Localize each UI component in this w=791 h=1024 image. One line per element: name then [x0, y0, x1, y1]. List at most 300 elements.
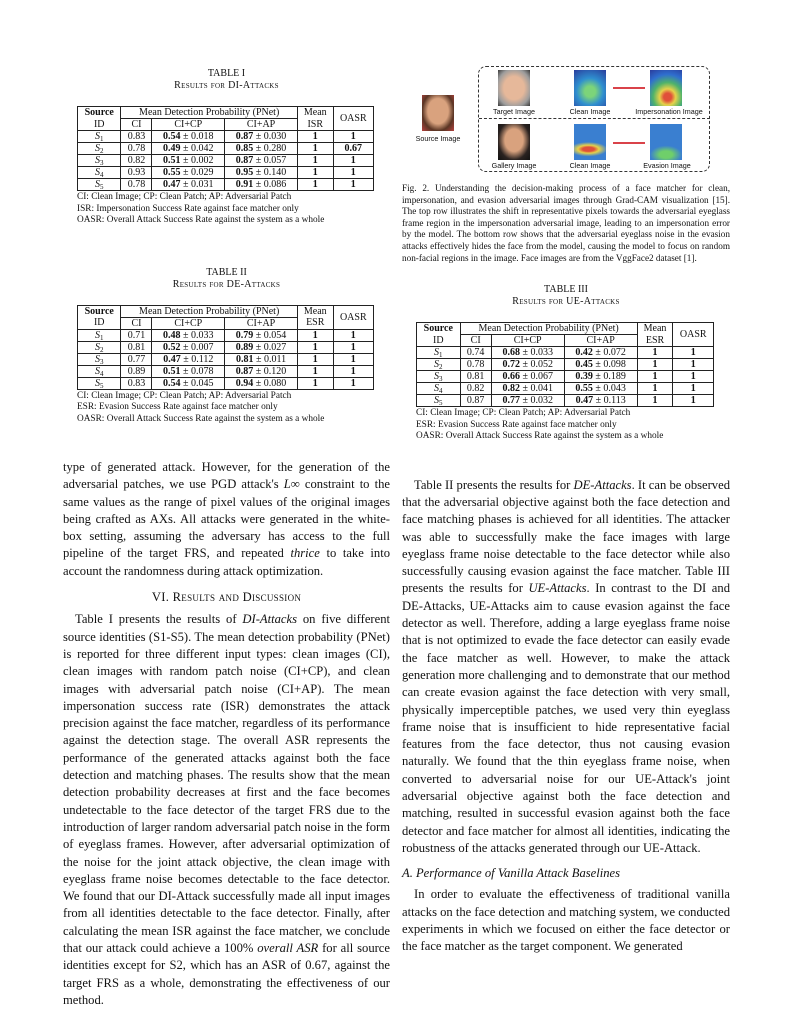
text: to take into account the randomness during attack optimization. — [63, 546, 390, 578]
pm-sign: ± — [592, 359, 604, 371]
cicp-mean: 0.47 — [163, 179, 181, 190]
paragraph — [402, 477, 730, 858]
table-note: CI: Clean Image; CP: Clean Patch; AP: Adversarial Patch — [77, 192, 292, 202]
ciap-std: 0.054 — [263, 329, 287, 341]
table-row — [78, 353, 374, 365]
source-id — [417, 347, 461, 359]
cicp-value — [152, 377, 225, 389]
pm-sign: ± — [253, 167, 264, 178]
source-letter: S — [434, 395, 440, 407]
ci-value: 0.74 — [460, 347, 491, 359]
pm-sign: ± — [180, 143, 192, 154]
header-oasr: OASR — [333, 107, 373, 131]
cicp-std: 0.032 — [530, 395, 553, 407]
table-note: OASR: Overall Attack Success Rate against the system as a whole — [77, 215, 325, 225]
mean-rate: 1 — [297, 353, 333, 365]
source-index: 4 — [439, 387, 443, 396]
pm-sign: ± — [519, 359, 531, 371]
header-ci-cp: CI+CP — [152, 317, 225, 329]
ciap-std: 0.098 — [603, 359, 626, 371]
text-italic: overall ASR — [257, 941, 319, 956]
ciap-value — [564, 359, 637, 371]
pm-sign: ± — [592, 371, 604, 383]
subsection-heading: A. Performance of Vanilla Attack Baselines — [402, 866, 621, 881]
header-ci: CI — [121, 119, 152, 131]
ciap-std: 0.120 — [263, 365, 287, 377]
table3 — [416, 322, 714, 407]
cicp-std: 0.018 — [191, 131, 214, 142]
ciap-mean: 0.89 — [235, 341, 254, 353]
header-row — [417, 335, 714, 347]
ciap-mean: 0.91 — [235, 179, 254, 190]
table3-subtitle: Results for UE-Attacks — [512, 296, 620, 308]
mean-rate: 1 — [297, 143, 333, 155]
pm-sign: ± — [253, 353, 264, 365]
cicp-value — [152, 329, 225, 341]
source-index: 2 — [99, 147, 104, 155]
ciap-value — [564, 347, 637, 359]
left-column — [63, 459, 390, 1009]
oasr-value: 1 — [673, 395, 714, 407]
ciap-value — [564, 383, 637, 395]
table1 — [77, 106, 374, 191]
pm-sign: ± — [180, 353, 192, 365]
text-italic: UE-Attacks — [528, 581, 587, 596]
pm-sign: ± — [592, 383, 604, 395]
source-letter: S — [94, 377, 100, 389]
ciap-mean: 0.95 — [235, 167, 254, 178]
ci-value: 0.71 — [121, 329, 152, 341]
cicp-value — [491, 383, 564, 395]
ciap-value — [225, 131, 298, 143]
ci-value: 0.87 — [460, 395, 491, 407]
ciap-mean: 0.47 — [575, 395, 594, 407]
table-row — [78, 155, 374, 167]
header-row — [417, 323, 714, 335]
ci-value: 0.77 — [121, 353, 152, 365]
table-row — [78, 365, 374, 377]
text: type of generated attack. However, for the generation of the adversarial patches, we use PGD attack's — [63, 460, 390, 492]
table1-title: TABLE I — [207, 68, 246, 79]
header-ci-cp: CI+CP — [491, 335, 564, 347]
ciap-std: 0.057 — [263, 155, 287, 166]
header-oasr: OASR — [673, 323, 714, 347]
cicp-mean: 0.52 — [163, 341, 181, 353]
source-id — [417, 359, 461, 371]
mean-rate: 1 — [297, 131, 333, 143]
section-heading: VI. Results and Discussion — [151, 590, 302, 605]
source-letter: S — [94, 353, 100, 365]
header-group: Mean Detection Probability (PNet) — [121, 305, 297, 317]
ciap-std: 0.086 — [263, 179, 287, 190]
pm-sign: ± — [180, 131, 192, 142]
table-row — [78, 131, 374, 143]
ciap-mean: 0.39 — [575, 371, 593, 383]
header-mean-metric: ISR — [297, 119, 333, 131]
ciap-std: 0.011 — [263, 353, 287, 365]
ci-value: 0.78 — [121, 179, 152, 191]
source-image — [422, 95, 454, 131]
header-ci-ap: CI+AP — [225, 119, 298, 131]
header-row — [78, 317, 374, 329]
table-note: ISR: Impersonation Success Rate against face matcher only — [77, 203, 299, 214]
table1-notes — [77, 192, 390, 227]
ciap-std: 0.140 — [263, 167, 287, 178]
source-index: 4 — [99, 369, 104, 378]
table-note: CI: Clean Image; CP: Clean Patch; AP: Adversarial Patch — [416, 408, 631, 419]
header-mean: Mean — [297, 305, 333, 317]
paragraph: In order to evaluate the effectiveness of traditional vanilla attacks on the face detection and matching system, we conducted experiments in which we focused on either the face detector or the face matcher as the target component. We generated — [402, 887, 731, 954]
header-group: Mean Detection Probability (PNet) — [460, 323, 637, 335]
header-mean-metric: ESR — [297, 317, 333, 329]
oasr-value: 1 — [333, 131, 373, 143]
pm-sign: ± — [180, 167, 192, 178]
source-index: 1 — [99, 333, 104, 342]
ci-value: 0.81 — [460, 371, 491, 383]
table1-title-block — [63, 68, 390, 92]
ciap-std: 0.280 — [263, 143, 287, 154]
cicp-value — [152, 179, 225, 191]
ciap-value — [225, 353, 298, 365]
mean-rate: 1 — [637, 347, 673, 359]
mean-rate: 1 — [297, 365, 333, 377]
source-index: 4 — [99, 171, 104, 179]
row-divider — [479, 118, 710, 119]
cicp-value — [152, 143, 225, 155]
oasr-value: 1 — [333, 341, 373, 353]
table-row — [78, 341, 374, 353]
table-row — [78, 329, 374, 341]
cicp-std: 0.029 — [191, 167, 214, 178]
cicp-std: 0.042 — [191, 143, 214, 154]
header-id: ID — [78, 317, 121, 329]
pm-sign: ± — [253, 329, 264, 341]
ciap-std: 0.043 — [603, 383, 626, 395]
ciap-mean: 0.87 — [235, 155, 254, 166]
ciap-value — [225, 143, 298, 155]
source-index: 3 — [99, 159, 104, 167]
text: on five different source identities (S1-S5). The mean detection probability (PNet) is reported for three different input types: clean images (CI), clean images with random patch noise (CI+CP), and clean images with adversarial patch noise (CI+AP). The mean impersonation success rate (ISR) demonstrates the attack precision against the face matcher, regardless of its performance against the detection stage. The overall ASR represents the performance of the generated attacks against both the face detection and matching phases. The results show that the mean detection probability decreases at first and the face becomes undetectable to the face detector of the target FRS due to the introduction of larger random adversarial patch noise in the form of eyeglass frames. However, after adversarial optimization of the noise for the joint attack objective, the clean image with eyeglass frame noise becomes detectable to the face detector. We found that our DI-Attack successfully made all input images from all identities detectable to the face detector. Finally, after calculating the mean ISR against the face matcher, we conclude that our attack could achieve a 100% — [63, 612, 390, 956]
source-index: 5 — [99, 381, 104, 390]
table2-title: TABLE II — [206, 266, 247, 278]
table-note: OASR: Overall Attack Success Rate against the system as a whole — [77, 413, 325, 424]
clean-image-label-top: Clean Image — [569, 107, 611, 116]
table-row — [417, 383, 714, 395]
pm-sign: ± — [592, 347, 604, 359]
pm-sign: ± — [519, 383, 531, 395]
target-image-label: Target Image — [493, 107, 535, 116]
cicp-value — [152, 167, 225, 179]
mean-rate: 1 — [297, 329, 333, 341]
cicp-mean: 0.51 — [163, 365, 181, 377]
source-image-label: Source Image — [415, 134, 461, 143]
ciap-mean: 0.87 — [235, 131, 254, 142]
cicp-mean: 0.48 — [163, 329, 181, 341]
cicp-value — [152, 155, 225, 167]
oasr-value: 0.67 — [333, 143, 373, 155]
right-column-flow — [402, 66, 730, 956]
table-row — [78, 377, 374, 389]
text: for all source identities except for S2, which has an ASR of 0.67, against the target FRS as a whole, demonstrating the effectiveness of our method. — [63, 941, 390, 1007]
oasr-value: 1 — [673, 383, 714, 395]
source-letter: S — [434, 347, 440, 359]
ci-value: 0.83 — [121, 377, 152, 389]
cicp-mean: 0.68 — [502, 347, 520, 359]
cicp-std: 0.007 — [191, 341, 214, 353]
source-letter: S — [434, 359, 440, 371]
oasr-value: 1 — [333, 167, 373, 179]
pm-sign: ± — [253, 377, 264, 389]
cicp-std: 0.033 — [191, 329, 214, 341]
ciap-std: 0.072 — [603, 347, 626, 359]
mean-rate: 1 — [297, 377, 333, 389]
double-arrow-icon-top — [613, 87, 645, 89]
ciap-std: 0.030 — [263, 131, 287, 142]
text: . In contrast to the DI and DE-Attacks, UE-Attacks aim to cause evasion against the face detector as well. Therefore, adding a large eyeglass frame noise that is not optimized to evade the face detector can easily evade the face matcher as well. However, to make the attack generation more challenging and to demonstrate that our method can create evasion against the face detection with very small, physically imperceptible patches, we used very thin eyeglass frame noise that is insufficient to hide representative facial features from the face detector, thus not causing evasion naturally. We found that the thin eyeglass frame noise, when converted to adversarial noise for our UE-Attack's joint adversarial objective against both the face detection and matching, resulted in successful evasion against both the face detector and face matcher for almost all identities, indicating the robustness of the attacks generated through our UE-Attack. — [402, 581, 730, 855]
ciap-std: 0.027 — [263, 341, 287, 353]
header-row — [78, 119, 374, 131]
pm-sign: ± — [253, 131, 264, 142]
table-row — [78, 143, 374, 155]
cicp-value — [152, 341, 225, 353]
text: Table I presents the results of — [75, 612, 243, 627]
source-id — [78, 167, 121, 179]
source-id — [78, 377, 121, 389]
table3-notes — [416, 408, 730, 443]
ciap-mean: 0.85 — [235, 143, 254, 154]
table-row — [78, 179, 374, 191]
source-letter: S — [94, 341, 100, 353]
table-row — [417, 359, 714, 371]
header-id: ID — [417, 335, 461, 347]
pm-sign: ± — [180, 341, 192, 353]
ci-value: 0.81 — [121, 341, 152, 353]
source-id — [78, 179, 121, 191]
header-ci-ap: CI+AP — [564, 335, 637, 347]
source-letter: S — [94, 131, 100, 142]
mean-rate: 1 — [297, 167, 333, 179]
ciap-value — [564, 371, 637, 383]
mean-rate: 1 — [297, 179, 333, 191]
table-row — [417, 395, 714, 407]
cicp-mean: 0.77 — [502, 395, 520, 407]
oasr-value: 1 — [673, 371, 714, 383]
table-note: ESR: Evasion Success Rate against face matcher only — [77, 402, 278, 412]
impersonation-image-heatmap — [650, 70, 682, 106]
ci-value: 0.78 — [121, 143, 152, 155]
cicp-mean: 0.54 — [163, 131, 181, 142]
cicp-value — [491, 395, 564, 407]
pm-sign: ± — [253, 143, 264, 154]
cicp-std: 0.112 — [191, 353, 214, 365]
pm-sign: ± — [253, 341, 264, 353]
table-note: CI: Clean Image; CP: Clean Patch; AP: Adversarial Patch — [77, 390, 292, 401]
cicp-value — [152, 365, 225, 377]
ci-value: 0.78 — [460, 359, 491, 371]
gallery-image — [498, 124, 530, 160]
source-letter: S — [94, 179, 100, 190]
text-italic: DI-Attacks — [242, 612, 297, 627]
ciap-value — [564, 395, 637, 407]
pm-sign: ± — [180, 329, 192, 341]
ciap-value — [225, 155, 298, 167]
text-italic: thrice — [290, 546, 320, 561]
header-mean-metric: ESR — [637, 335, 673, 347]
cicp-value — [152, 353, 225, 365]
cicp-mean: 0.54 — [163, 377, 181, 389]
pm-sign: ± — [180, 179, 192, 190]
pm-sign: ± — [519, 395, 531, 407]
source-index: 1 — [99, 135, 104, 143]
pm-sign: ± — [253, 155, 264, 166]
source-letter: S — [94, 365, 100, 377]
source-index: 5 — [439, 399, 443, 408]
ciap-mean: 0.87 — [235, 365, 254, 377]
cicp-std: 0.002 — [191, 155, 214, 166]
ciap-mean: 0.81 — [235, 353, 254, 365]
pm-sign: ± — [253, 365, 264, 377]
pm-sign: ± — [180, 155, 192, 166]
source-id — [417, 383, 461, 395]
mean-rate: 1 — [637, 359, 673, 371]
source-id — [78, 329, 121, 341]
source-index: 5 — [99, 183, 104, 191]
header-row — [78, 107, 374, 119]
cicp-std: 0.078 — [191, 365, 214, 377]
header-ci-cp: CI+CP — [152, 119, 225, 131]
oasr-value: 1 — [673, 359, 714, 371]
ciap-std: 0.113 — [603, 395, 626, 407]
ciap-std: 0.189 — [603, 371, 626, 383]
pm-sign: ± — [180, 377, 192, 389]
source-id — [78, 131, 121, 143]
right-column — [402, 477, 730, 956]
table3-title-block — [402, 284, 730, 308]
cicp-std: 0.041 — [530, 383, 553, 395]
source-id — [78, 341, 121, 353]
header-source: Source — [78, 305, 121, 317]
header-mean: Mean — [297, 107, 333, 119]
cicp-std: 0.067 — [530, 371, 553, 383]
source-id — [78, 143, 121, 155]
table2-title-block — [63, 267, 390, 291]
source-letter: S — [94, 167, 100, 178]
evasion-image-label: Evasion Image — [643, 161, 691, 170]
ciap-mean: 0.45 — [575, 359, 593, 371]
source-id — [417, 395, 461, 407]
ci-value: 0.82 — [121, 155, 152, 167]
oasr-value: 1 — [333, 377, 373, 389]
ci-value: 0.82 — [460, 383, 491, 395]
pm-sign: ± — [519, 347, 531, 359]
figure-2 — [402, 66, 730, 176]
source-index: 1 — [439, 351, 443, 360]
oasr-value: 1 — [673, 347, 714, 359]
header-ci: CI — [460, 335, 491, 347]
source-id — [78, 155, 121, 167]
header-ci: CI — [121, 317, 152, 329]
double-arrow-icon-bottom — [613, 142, 645, 144]
text: constraint to the same values as the range of pixel values of the original images being crafted as AXs. All attacks were generated in the white-box setting, assuming the adversary has access to the full pipeline of the target FRS, and repeated — [63, 477, 390, 561]
ci-value: 0.89 — [121, 365, 152, 377]
table-note: OASR: Overall Attack Success Rate against the system as a whole — [416, 431, 664, 442]
pm-sign: ± — [593, 395, 604, 407]
table-note: ESR: Evasion Success Rate against face matcher only — [416, 419, 617, 430]
mean-rate: 1 — [297, 155, 333, 167]
clean-image-heatmap-top — [574, 70, 606, 106]
header-mean: Mean — [637, 323, 673, 335]
source-index: 3 — [439, 375, 443, 384]
pm-sign: ± — [180, 365, 192, 377]
oasr-value: 1 — [333, 179, 373, 191]
pm-sign: ± — [253, 179, 264, 190]
figure-2-caption: Fig. 2. Understanding the decision-making process of a face matcher for clean, impersonation, and evasion adversarial images through Grad-CAM visualization [15]. The top row illustrates the shift in representative pixels towards the adversarial eyeglass frame region in the impersonation adversarial image, leading to an impersonation error by the model. The bottom row shows that the adversarial eyeglass noise in the evasion attacks effectively hides the face from the model, causing the model to focus on random non-facial regions in the image. Face images are from the VggFace2 dataset [1]. — [402, 183, 730, 263]
pm-sign: ± — [519, 371, 531, 383]
source-letter: S — [94, 143, 100, 154]
cicp-mean: 0.66 — [502, 371, 520, 383]
impersonation-image-label: Impersonation Image — [635, 107, 703, 116]
ciap-value — [225, 329, 298, 341]
cicp-std: 0.045 — [191, 377, 214, 389]
source-letter: S — [94, 155, 100, 166]
ciap-mean: 0.55 — [575, 383, 593, 395]
source-index: 2 — [439, 363, 443, 372]
oasr-value: 1 — [333, 329, 373, 341]
cicp-mean: 0.47 — [163, 353, 181, 365]
table-row — [78, 167, 374, 179]
ciap-value — [225, 365, 298, 377]
text-italic: DE-Attacks — [573, 477, 632, 492]
ciap-value — [225, 179, 298, 191]
cicp-value — [491, 371, 564, 383]
table2 — [77, 305, 374, 390]
cicp-mean: 0.82 — [502, 383, 520, 395]
clean-image-label-bottom: Clean Image — [569, 161, 611, 170]
mean-rate: 1 — [637, 383, 673, 395]
mean-rate: 1 — [637, 395, 673, 407]
cicp-std: 0.031 — [191, 179, 214, 190]
table2-notes — [77, 391, 390, 426]
source-id — [78, 353, 121, 365]
header-group: Mean Detection Probability (PNet) — [121, 107, 297, 119]
cicp-value — [491, 347, 564, 359]
oasr-value: 1 — [333, 365, 373, 377]
source-id — [78, 365, 121, 377]
header-id: ID — [78, 119, 121, 131]
table-row — [417, 371, 714, 383]
ciap-mean: 0.94 — [235, 377, 254, 389]
header-oasr: OASR — [333, 305, 373, 329]
cicp-mean: 0.55 — [163, 167, 181, 178]
source-index: 2 — [99, 345, 104, 354]
cicp-std: 0.033 — [530, 347, 553, 359]
header-row — [78, 305, 374, 317]
text: . It can be observed that the adversarial objective against both the face detection and face matching phases is achieved for all identities. The attacker was able to successfully make the face images with large eyeglass frame noise detectable to the face detector while also successfully causing evasion against the face matcher. Table III presents the results for — [402, 477, 730, 596]
cicp-std: 0.052 — [530, 359, 553, 371]
cicp-mean: 0.72 — [502, 359, 520, 371]
header-source: Source — [78, 107, 121, 119]
mean-rate: 1 — [637, 371, 673, 383]
header-source: Source — [417, 323, 461, 335]
table2-subtitle: Results for DE-Attacks — [172, 278, 281, 290]
mean-rate: 1 — [297, 341, 333, 353]
table1-subtitle: Results for DI-Attacks — [174, 80, 279, 91]
ciap-value — [225, 167, 298, 179]
table-row — [417, 347, 714, 359]
source-letter: S — [434, 383, 440, 395]
table3-title: TABLE III — [544, 284, 588, 296]
source-index: 3 — [99, 357, 104, 366]
